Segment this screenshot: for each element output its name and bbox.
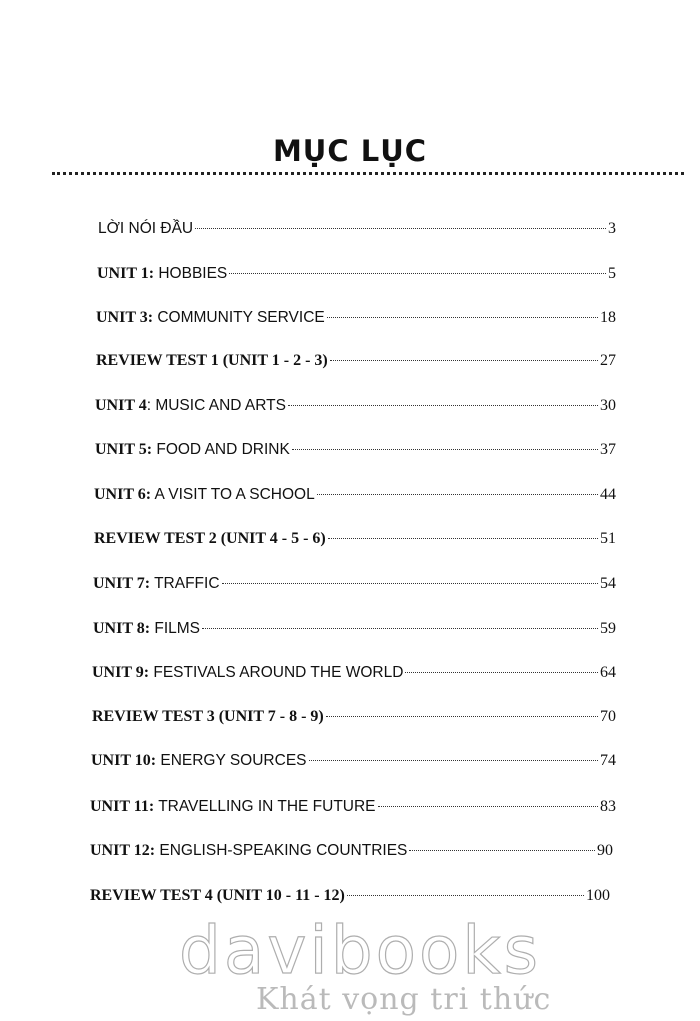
watermark-logo: davibooks [179,912,541,989]
toc-entry-prefix: UNIT 1: [97,265,155,282]
dot-leader [292,449,598,450]
toc-entry-prefix: REVIEW TEST 4 (UNIT 10 - 11 - 12) [90,887,345,904]
toc-entry-page: 100 [586,887,610,904]
toc-entry-page: 83 [600,798,616,815]
toc-entry-page: 5 [608,265,616,282]
toc-entry-prefix: UNIT 10: [91,752,157,769]
toc-entry-prefix: REVIEW TEST 3 (UNIT 7 - 8 - 9) [92,708,324,725]
toc-entry-prefix: UNIT 3: [96,309,154,326]
toc-entry-label: FOOD AND DRINK [152,441,290,458]
toc-entry-page: 74 [600,752,616,769]
toc-entry-prefix: UNIT 4 [95,397,147,414]
dot-leader [405,672,598,673]
toc-entry[interactable] [97,263,616,285]
toc-entry[interactable] [96,350,616,372]
toc-entry-page: 27 [600,352,616,369]
dot-leader [202,628,598,629]
dot-leader [222,583,598,584]
toc-entry[interactable] [94,484,616,506]
toc-entry-prefix: UNIT 8: [93,620,151,637]
toc-entry-label: COMMUNITY SERVICE [153,309,325,326]
toc-entry-prefix: REVIEW TEST 1 (UNIT 1 - 2 - 3) [96,352,328,369]
dot-leader [317,494,598,495]
toc-entry-label: TRAFFIC [150,575,220,592]
toc-entry-label: : MUSIC AND ARTS [146,397,286,414]
dot-leader [330,360,598,361]
toc-entry[interactable] [90,796,616,818]
toc-entry-label: FILMS [150,620,200,637]
toc-entry-page: 59 [600,620,616,637]
toc-entry[interactable] [95,395,616,417]
toc-entry-prefix: REVIEW TEST 2 (UNIT 4 - 5 - 6) [94,530,326,547]
toc-entry[interactable] [92,662,616,684]
toc-entry-prefix: UNIT 11: [90,798,155,815]
toc-entry-label: HOBBIES [154,265,228,282]
dot-leader [309,760,599,761]
toc-entry-prefix: UNIT 7: [93,575,151,592]
dot-leader [229,273,606,274]
toc-entry-page: 44 [600,486,616,503]
page-title: MỤC LỤC [272,134,428,168]
dot-leader [347,895,584,896]
toc-entry[interactable] [93,573,616,595]
dot-leader [288,405,598,406]
toc-entry[interactable] [92,706,616,728]
toc-entry[interactable] [90,885,610,907]
toc-entry-page: 70 [600,708,616,725]
toc-entry[interactable] [91,750,616,772]
toc-entry-page: 37 [600,441,616,458]
dot-leader [328,538,598,539]
dot-leader [409,850,595,851]
toc-entry-prefix: UNIT 6: [94,486,152,503]
toc-entry-page: 90 [597,842,613,859]
toc-entry[interactable] [98,218,616,240]
toc-entry-prefix: UNIT 5: [95,441,153,458]
dot-leader [327,317,598,318]
toc-entry-label: ENERGY SOURCES [156,752,307,769]
toc-entry-page: 3 [608,220,616,237]
toc-entry[interactable] [94,528,616,550]
toc-entry-page: 51 [600,530,616,547]
dot-leader [195,228,606,229]
toc-entry-page: 64 [600,664,616,681]
toc-entry-page: 54 [600,575,616,592]
toc-entry[interactable] [90,840,613,862]
toc-entry[interactable] [96,307,616,329]
dot-leader [326,716,598,717]
toc-entry-label: ENGLISH-SPEAKING COUNTRIES [155,842,408,859]
toc-entry-page: 18 [600,309,616,326]
toc-entry-prefix: UNIT 12: [90,842,156,859]
toc-entry[interactable] [93,618,616,640]
watermark-tagline: Khát vọng tri thức [256,982,552,1017]
toc-entry-label: TRAVELLING IN THE FUTURE [154,798,376,815]
toc-entry-label: FESTIVALS AROUND THE WORLD [149,664,404,681]
dot-leader [378,806,598,807]
toc-entry-label: A VISIT TO A SCHOOL [151,486,315,503]
toc-entry[interactable] [95,439,616,461]
toc-entry-prefix: UNIT 9: [92,664,150,681]
toc-entry-label: LỜI NÓI ĐẦU [98,220,194,237]
toc-entry-page: 30 [600,397,616,414]
